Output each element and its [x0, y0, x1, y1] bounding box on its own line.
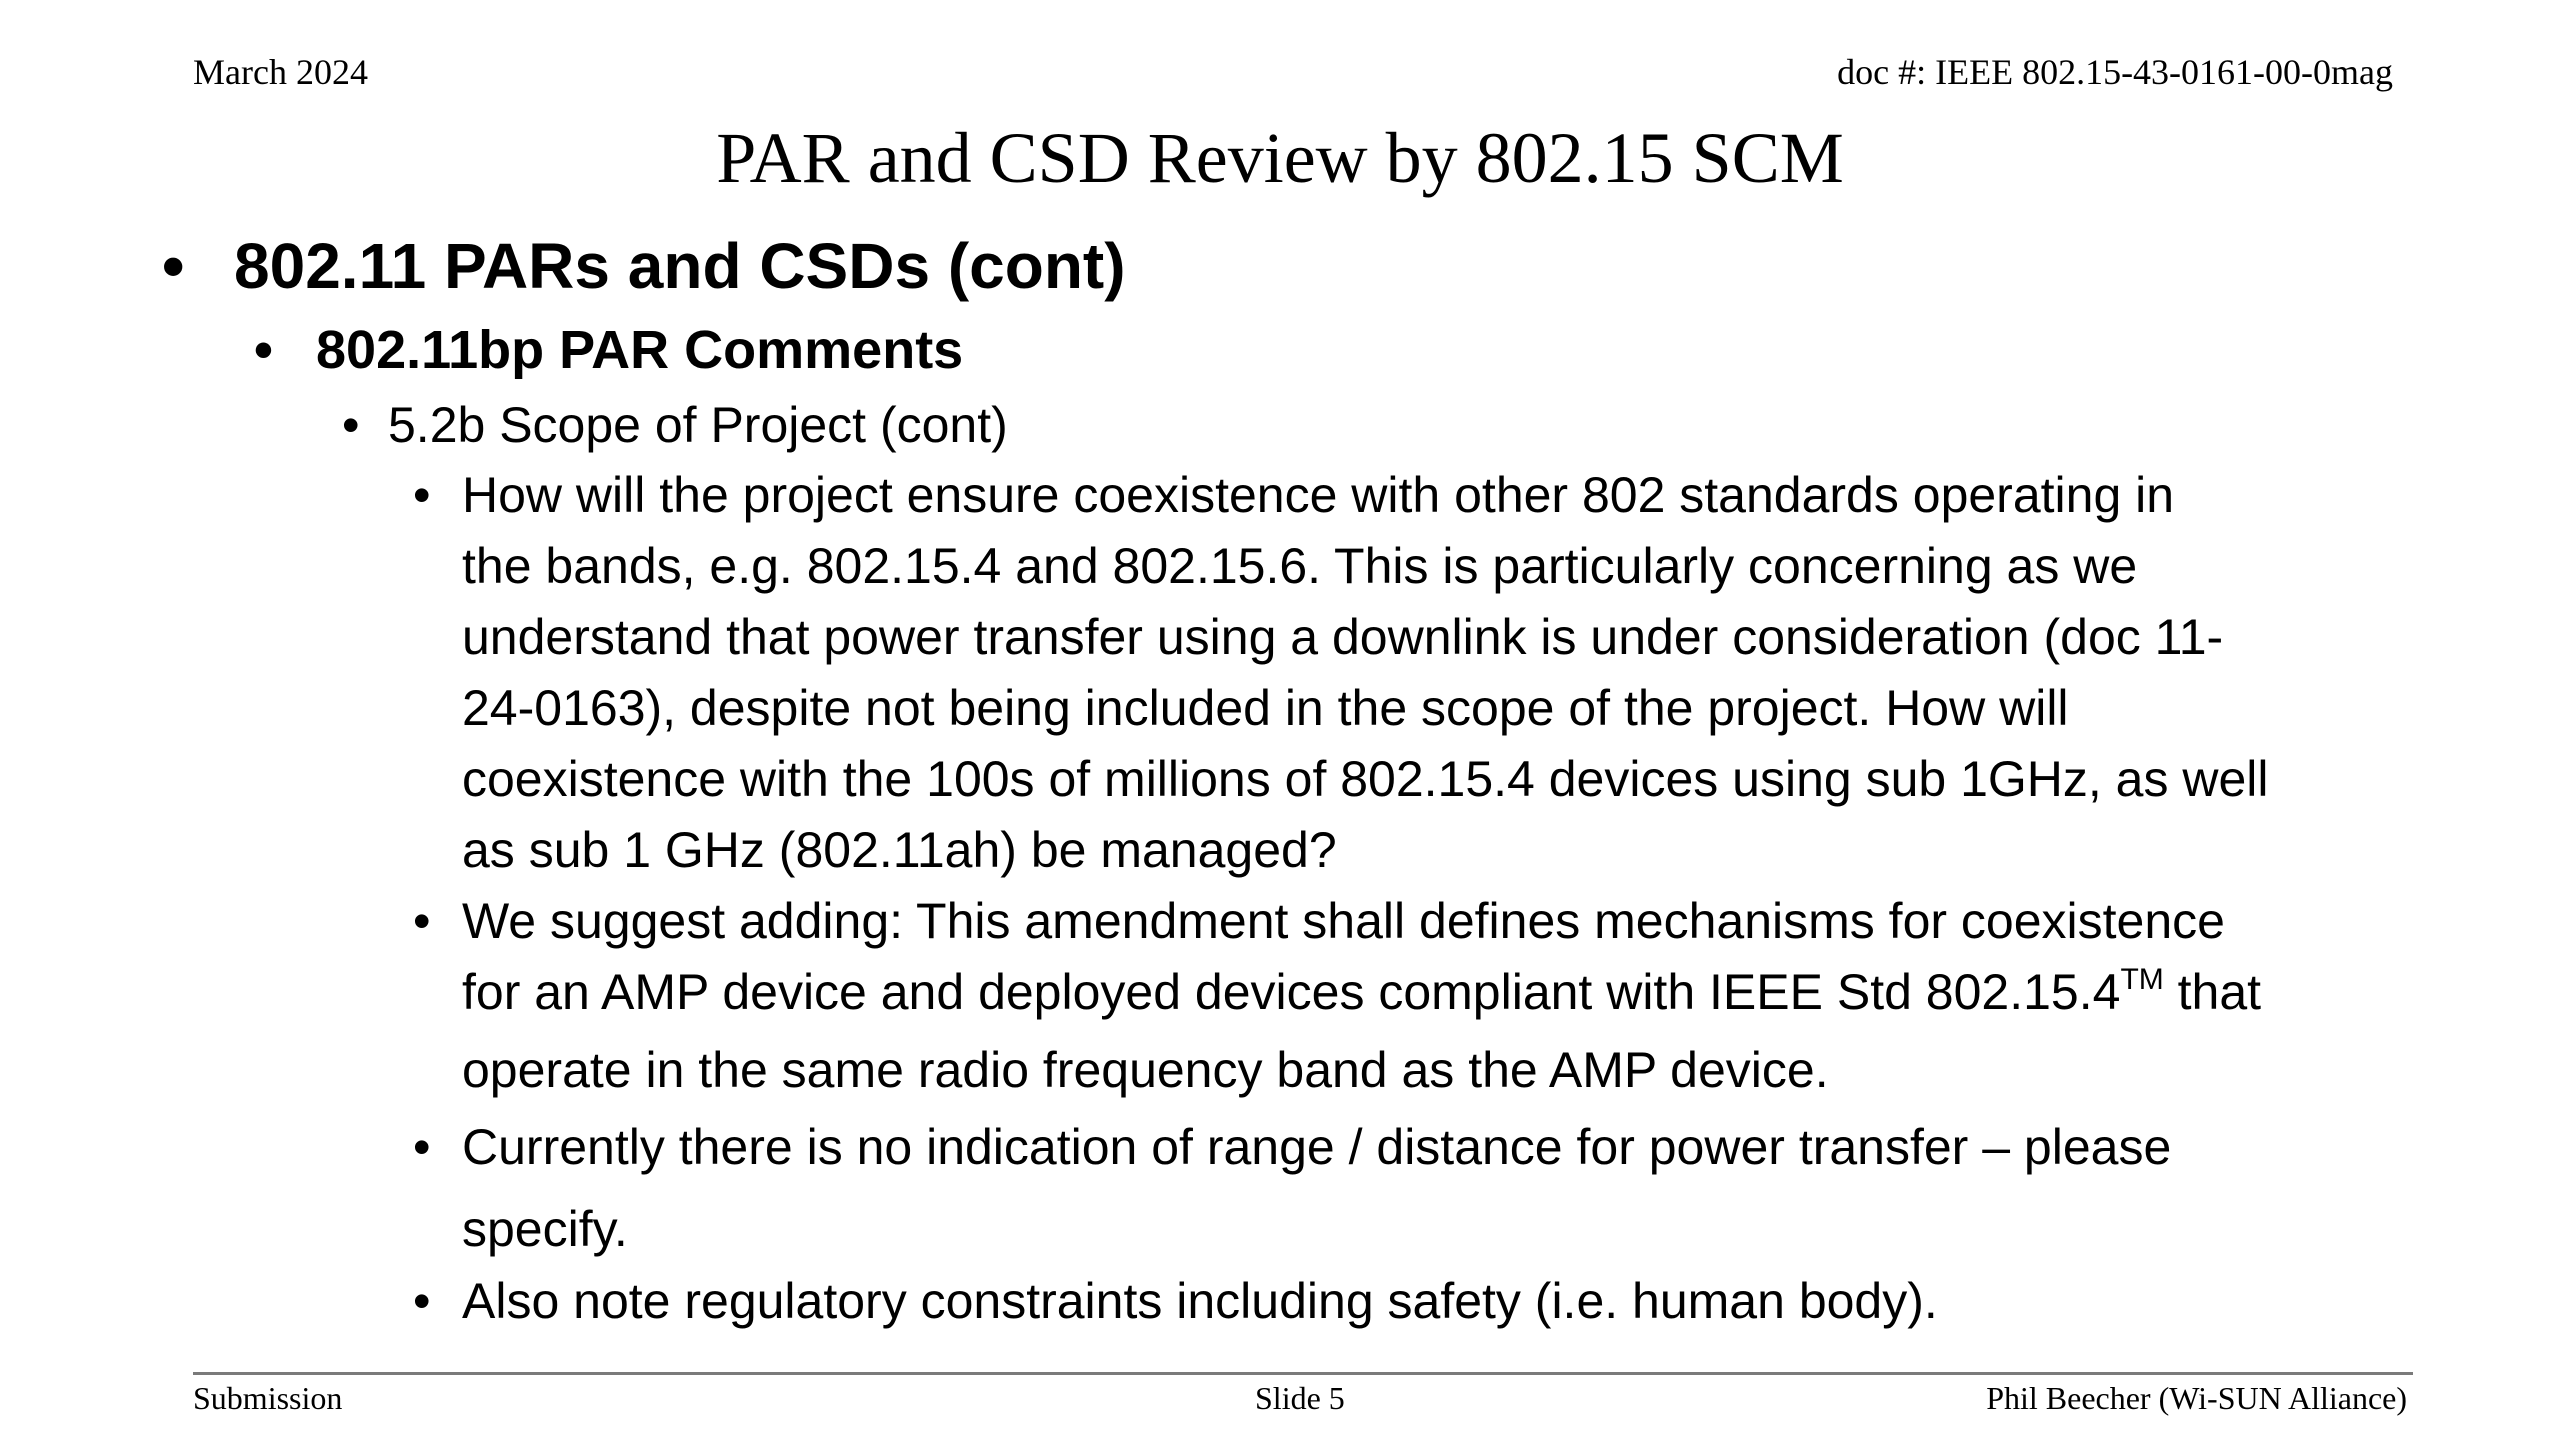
bullet-point-coexistence-text — [462, 460, 2433, 886]
trademark-superscript: TM — [2120, 963, 2164, 996]
footer-author: Phil Beecher (Wi-SUN Alliance) — [1986, 1380, 2407, 1416]
bullet-level3 — [342, 392, 1008, 458]
text-line: specify. — [462, 1201, 628, 1257]
text-line — [462, 957, 2433, 1035]
bullet-level2 — [254, 314, 963, 386]
footer-submission: Submission — [193, 1380, 343, 1416]
text-line: understand that power transfer using a downlink is under consideration (doc 11- — [462, 609, 2224, 665]
text-line: the bands, e.g. 802.15.4 and 802.15.6. This is particularly concerning as we — [462, 538, 2138, 594]
bullet-point-range-text — [462, 1106, 2433, 1270]
bullet-dot: • — [342, 397, 360, 453]
bullet-dot: • — [254, 320, 273, 380]
bullet-point-regulatory — [413, 1266, 2433, 1337]
text-line: We suggest adding: This amendment shall defines mechanisms for coexistence — [462, 893, 2225, 949]
bullet-level2-text: 802.11bp PAR Comments — [316, 320, 964, 380]
slide-title: PAR and CSD Review by 802.15 SCM — [716, 118, 1844, 198]
bullet-point-coexistence — [413, 460, 2433, 886]
text-line: as sub 1 GHz (802.11ah) be managed? — [462, 822, 1337, 878]
text-line: Currently there is no indication of range / distance for power transfer – please — [462, 1119, 2172, 1175]
bullet-level1 — [162, 224, 1126, 308]
text-segment: that — [2163, 964, 2262, 1020]
bullet-dot: • — [413, 467, 431, 523]
bullet-dot: • — [162, 230, 185, 302]
bullet-point-suggestion-text — [462, 886, 2433, 1106]
text-line: How will the project ensure coexistence with other 802 standards operating in — [462, 467, 2175, 523]
text-line: coexistence with the 100s of millions of 802.15.4 devices using sub 1GHz, as well — [462, 751, 2269, 807]
bullet-level3-text: 5.2b Scope of Project (cont) — [388, 397, 1008, 453]
text-line: 24-0163), despite not being included in the scope of the project. How will — [462, 680, 2069, 736]
text-segment: for an AMP device and deployed devices compliant with IEEE Std 802.15.4 — [462, 964, 2121, 1020]
bullet-dot: • — [413, 893, 431, 949]
header-doc-number: doc #: IEEE 802.15-43-0161-00-0mag — [1837, 52, 2393, 92]
footer-divider — [193, 1372, 2413, 1375]
bullet-dot: • — [413, 1119, 431, 1175]
bullet-level1-text: 802.11 PARs and CSDs (cont) — [234, 230, 1126, 302]
bullet-point-regulatory-text: Also note regulatory constraints including safety (i.e. human body). — [462, 1273, 1938, 1329]
bullet-point-range — [413, 1106, 2433, 1270]
text-line: operate in the same radio frequency band as the AMP device. — [462, 1042, 1829, 1098]
header-date: March 2024 — [193, 52, 368, 92]
bullet-point-suggestion — [413, 886, 2433, 1106]
footer-slide-number: Slide 5 — [1255, 1380, 1345, 1416]
bullet-dot: • — [413, 1273, 431, 1329]
